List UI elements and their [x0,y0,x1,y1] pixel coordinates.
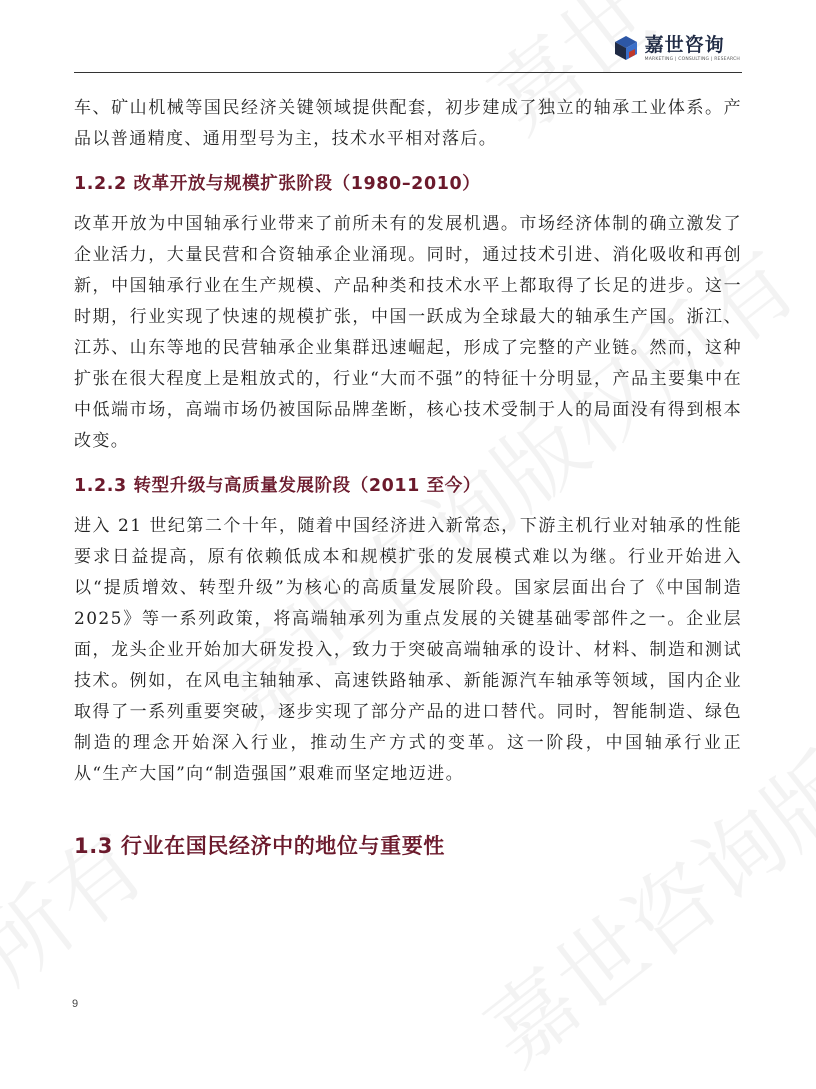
brand-tagline: MARKETING | CONSULTING | RESEARCH [644,57,740,62]
page-header [74,28,742,73]
paragraph-intro: 车、矿山机械等国民经济关键领域提供配套，初步建成了独立的轴承工业体系。产品以普通精度、通用型号为主，技术水平相对落后。 [74,98,742,149]
paragraph-1-2-3: 进入 21 世纪第二个十年，随着中国经济进入新常态，下游主机行业对轴承的性能要求日益提高，原有依赖低成本和规模扩张的发展模式难以为继。行业开始进入以“提质增效、转型升级”为核心的高质量发展阶段。国家层面出台了《中国制造 2025》等一系列政策，将高端轴承列为重点发展的关键基础零部件之一。企业层面，龙头企业开始加大研发投入，致力于突破高端轴承的设计、材料、制造和测试技术。例如，在风电主轴轴承、高速铁路轴承、新能源汽车轴承等领域，国内企业取得了一系列重要突破，逐步实现了部分产品的进口替代。同时，智能制造、绿色制造的理念开始深入行业，推动生产方式的变革。这一阶段，中国轴承行业正从“生产大国”向“制造强国”艰难而坚定地迈进。 [74,516,742,784]
brand-logo [613,34,740,62]
paragraph-1-2-2: 改革开放为中国轴承行业带来了前所未有的发展机遇。市场经济体制的确立激发了企业活力，大量民营和合资轴承企业涌现。同时，通过技术引进、消化吸收和再创新，中国轴承行业在生产规模、产品种类和技术水平上都取得了长足的进步。这一时期，行业实现了快速的规模扩张，中国一跃成为全球最大的轴承生产国。浙江、江苏、山东等地的民营轴承企业集群迅速崛起，形成了完整的产业链。然而，这种扩张在很大程度上是粗放式的，行业“大而不强”的特征十分明显，产品主要集中在中低端市场，高端市场仍被国际品牌垄断，核心技术受制于人的局面没有得到根本改变。 [74,214,742,451]
cube-logo-icon [613,35,639,61]
page-number: 9 [72,998,79,1010]
heading-1-2-3: 1.2.3 转型升级与高质量发展阶段（2011 至今） [74,476,481,496]
heading-1-3: 1.3 行业在国民经济中的地位与重要性 [74,834,445,858]
document-body [74,93,742,862]
heading-1-2-2: 1.2.2 改革开放与规模扩张阶段（1980–2010） [74,174,481,194]
brand-name: 嘉世咨询 [644,34,725,56]
